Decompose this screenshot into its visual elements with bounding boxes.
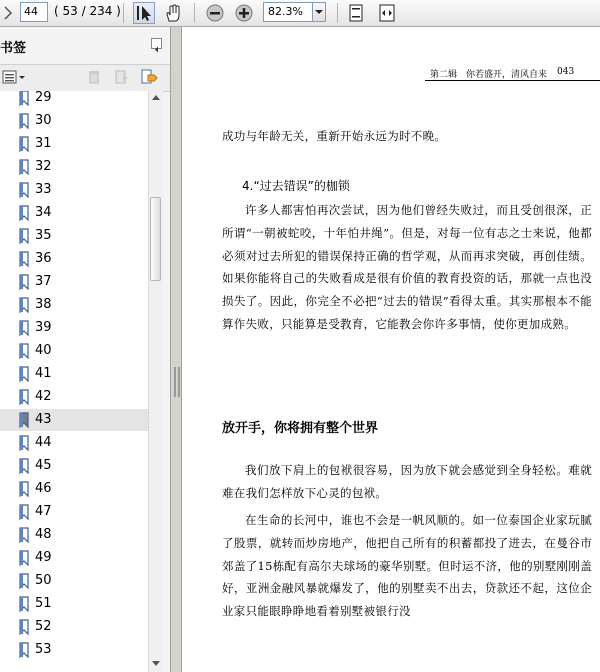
bookmark-label: 53 (35, 642, 52, 657)
bookmark-icon (18, 619, 30, 639)
bookmark-list (0, 91, 148, 672)
bookmark-item[interactable] (0, 225, 148, 247)
bookmark-label: 41 (35, 366, 52, 381)
chevron-left-icon (152, 45, 161, 54)
bookmark-label: 30 (35, 113, 52, 128)
toolbar-left-grip (3, 5, 13, 21)
bookmark-label: 37 (35, 274, 52, 289)
bookmark-item[interactable] (0, 317, 148, 339)
bookmark-label: 31 (35, 136, 52, 151)
bookmark-label: 38 (35, 297, 52, 312)
bookmark-icon (18, 228, 30, 248)
bookmark-item[interactable] (0, 524, 148, 546)
new-bookmark-icon (113, 69, 129, 85)
zoom-level-input[interactable]: 82.3% (263, 2, 313, 22)
toolbar-separator (194, 3, 195, 23)
fit-width-icon (377, 8, 397, 27)
bookmark-item[interactable] (0, 547, 148, 569)
bookmark-icon (18, 91, 30, 110)
paragraph-1: 成功与年龄无关，重新开始永远为时不晚。 (222, 129, 447, 143)
page-number-label: 043 (557, 67, 575, 77)
bookmark-label: 46 (35, 481, 52, 496)
fit-width-button[interactable] (376, 2, 398, 24)
toolbar-separator (337, 3, 338, 23)
bookmark-item[interactable] (0, 363, 148, 385)
bookmark-label: 33 (35, 182, 52, 197)
bookmark-item[interactable] (0, 202, 148, 224)
bookmark-item[interactable] (0, 455, 148, 477)
bookmark-icon (18, 159, 30, 179)
bookmark-icon (18, 136, 30, 156)
paragraph-2: 许多人都害怕再次尝试，因为他们曾经失败过，而且受创很深，正所谓“一朝被蛇咬，十年怕井绳”。但是，对每一位有志之士来说，他都必须对过去所犯的错误保持正确的哲学观，从而再求突破，再创佳绩。如果你能将自己的失败看成是很有价值的教育投资的话，那就一点也没损失了。因此，你完全不必把“过去的错误”看得太重。其实那根本不能算作失败，只能算是受教育，它能教会你许多事情，使你更加成熟。 (222, 203, 592, 331)
paragraph-4: 在生命的长河中，谁也不会是一帆风顺的。如一位泰国企业家玩腻了股票，就转而炒房地产，他把自己所有的积蓄都投了进去，在曼谷市郊盖了15栋配有高尔夫球场的豪华别墅。但时运不济，他的别墅刚刚盖好，亚洲金融风暴就爆发了，他的别墅卖不出去，贷款还不起，这位企业家只能眼睁睁地看着别墅被银行没 (222, 513, 592, 619)
zoom-in-icon (234, 8, 254, 27)
options-list-icon (2, 69, 26, 85)
bookmark-item[interactable] (0, 616, 148, 638)
scroll-up-arrow-icon[interactable] (152, 95, 160, 100)
bookmark-item[interactable] (0, 386, 148, 408)
bookmark-icon (18, 205, 30, 225)
select-tool-button[interactable] (133, 2, 155, 24)
bookmark-item[interactable] (0, 110, 148, 132)
bookmark-label: 51 (35, 596, 52, 611)
bookmark-icon (18, 274, 30, 294)
sub-heading: 4.“过去错误”的枷锁 (242, 179, 350, 193)
paragraph-3: 我们放下肩上的包袱很容易，因为放下就会感觉到全身轻松。难就难在我们怎样放下心灵的包袱。 (222, 463, 592, 500)
delete-bookmark-button[interactable] (86, 69, 102, 89)
running-head: 第二辑 你若盛开，清风自来 (430, 70, 548, 80)
bookmark-label: 42 (35, 389, 52, 404)
hand-tool-button[interactable] (162, 2, 184, 24)
bookmark-icon (18, 481, 30, 501)
trash-icon (86, 69, 102, 85)
bookmark-icon (18, 113, 30, 133)
header-rule (425, 80, 600, 81)
bookmark-icon (18, 458, 30, 478)
select-tool-icon (134, 8, 154, 27)
bookmark-label: 40 (35, 343, 52, 358)
zoom-in-button[interactable] (233, 2, 255, 24)
bookmark-label: 44 (35, 435, 52, 450)
document-view[interactable] (182, 27, 600, 672)
zoom-dropdown-button[interactable] (312, 2, 326, 22)
bookmark-item[interactable] (0, 639, 148, 661)
bookmark-item[interactable] (0, 478, 148, 500)
page-number-input[interactable]: 44 (20, 2, 48, 22)
new-bookmark-button[interactable] (113, 69, 129, 89)
bookmark-item[interactable] (0, 156, 148, 178)
bookmark-item[interactable] (0, 179, 148, 201)
bookmarks-panel (0, 27, 171, 672)
section-heading: 放开手，你将拥有整个世界 (222, 421, 379, 436)
bookmark-item[interactable] (0, 271, 148, 293)
bookmark-icon (18, 527, 30, 547)
bookmark-item[interactable] (0, 570, 148, 592)
panel-splitter[interactable] (171, 27, 182, 672)
zoom-out-button[interactable] (204, 2, 226, 24)
bookmark-icon (18, 550, 30, 570)
bookmarks-toolbar (0, 64, 170, 92)
bookmark-icon (18, 412, 30, 432)
scroll-down-arrow-icon[interactable] (152, 661, 160, 666)
fit-page-button[interactable] (345, 2, 367, 24)
chevron-down-icon (313, 6, 325, 25)
bookmark-label: 36 (35, 251, 52, 266)
bookmark-item[interactable] (0, 248, 148, 270)
bookmark-label: 48 (35, 527, 52, 542)
bookmark-icon (18, 596, 30, 616)
bookmark-item[interactable] (0, 409, 148, 431)
bookmark-icon (18, 642, 30, 662)
bookmark-icon (18, 366, 30, 386)
bookmark-label: 29 (35, 91, 52, 105)
bookmark-item[interactable] (0, 340, 148, 362)
bookmark-icon (18, 320, 30, 340)
page-count: ( 53 / 234 ) (54, 4, 121, 18)
bookmark-tag-icon (140, 69, 158, 85)
bookmark-icon (18, 573, 30, 593)
bookmark-icon (18, 504, 30, 524)
bookmark-icon (18, 389, 30, 409)
bookmark-label: 49 (35, 550, 52, 565)
hand-tool-icon (163, 8, 183, 27)
zoom-out-icon (205, 8, 225, 27)
bookmark-label: 39 (35, 320, 52, 335)
expand-bookmark-button[interactable] (140, 69, 158, 89)
bookmark-item[interactable] (0, 133, 148, 155)
fit-page-icon (346, 8, 366, 27)
bookmark-item[interactable] (0, 501, 148, 523)
bookmark-item[interactable] (0, 91, 148, 109)
bookmark-scrollbar[interactable] (148, 91, 163, 672)
bookmark-label: 47 (35, 504, 52, 519)
toolbar (0, 0, 600, 27)
bookmark-icon (18, 343, 30, 363)
bookmark-icon (18, 251, 30, 271)
bookmark-label: 50 (35, 573, 52, 588)
options-menu-button[interactable] (2, 69, 26, 89)
bookmark-label: 43 (35, 412, 52, 427)
bookmark-label: 32 (35, 159, 52, 174)
bookmarks-panel-header (0, 27, 170, 61)
bookmark-label: 34 (35, 205, 52, 220)
scrollbar-thumb[interactable] (150, 197, 161, 281)
bookmark-icon (18, 182, 30, 202)
bookmark-item[interactable] (0, 432, 148, 454)
bookmark-item[interactable] (0, 294, 148, 316)
bookmark-icon (18, 435, 30, 455)
toolbar-separator (123, 3, 124, 23)
document-page (182, 27, 600, 672)
bookmark-label: 52 (35, 619, 52, 634)
bookmark-label: 35 (35, 228, 52, 243)
bookmarks-panel-title: 书签 (0, 41, 27, 56)
bookmark-item[interactable] (0, 593, 148, 615)
bookmark-label: 45 (35, 458, 52, 473)
bookmark-icon (18, 297, 30, 317)
collapse-panel-button[interactable] (151, 38, 162, 49)
